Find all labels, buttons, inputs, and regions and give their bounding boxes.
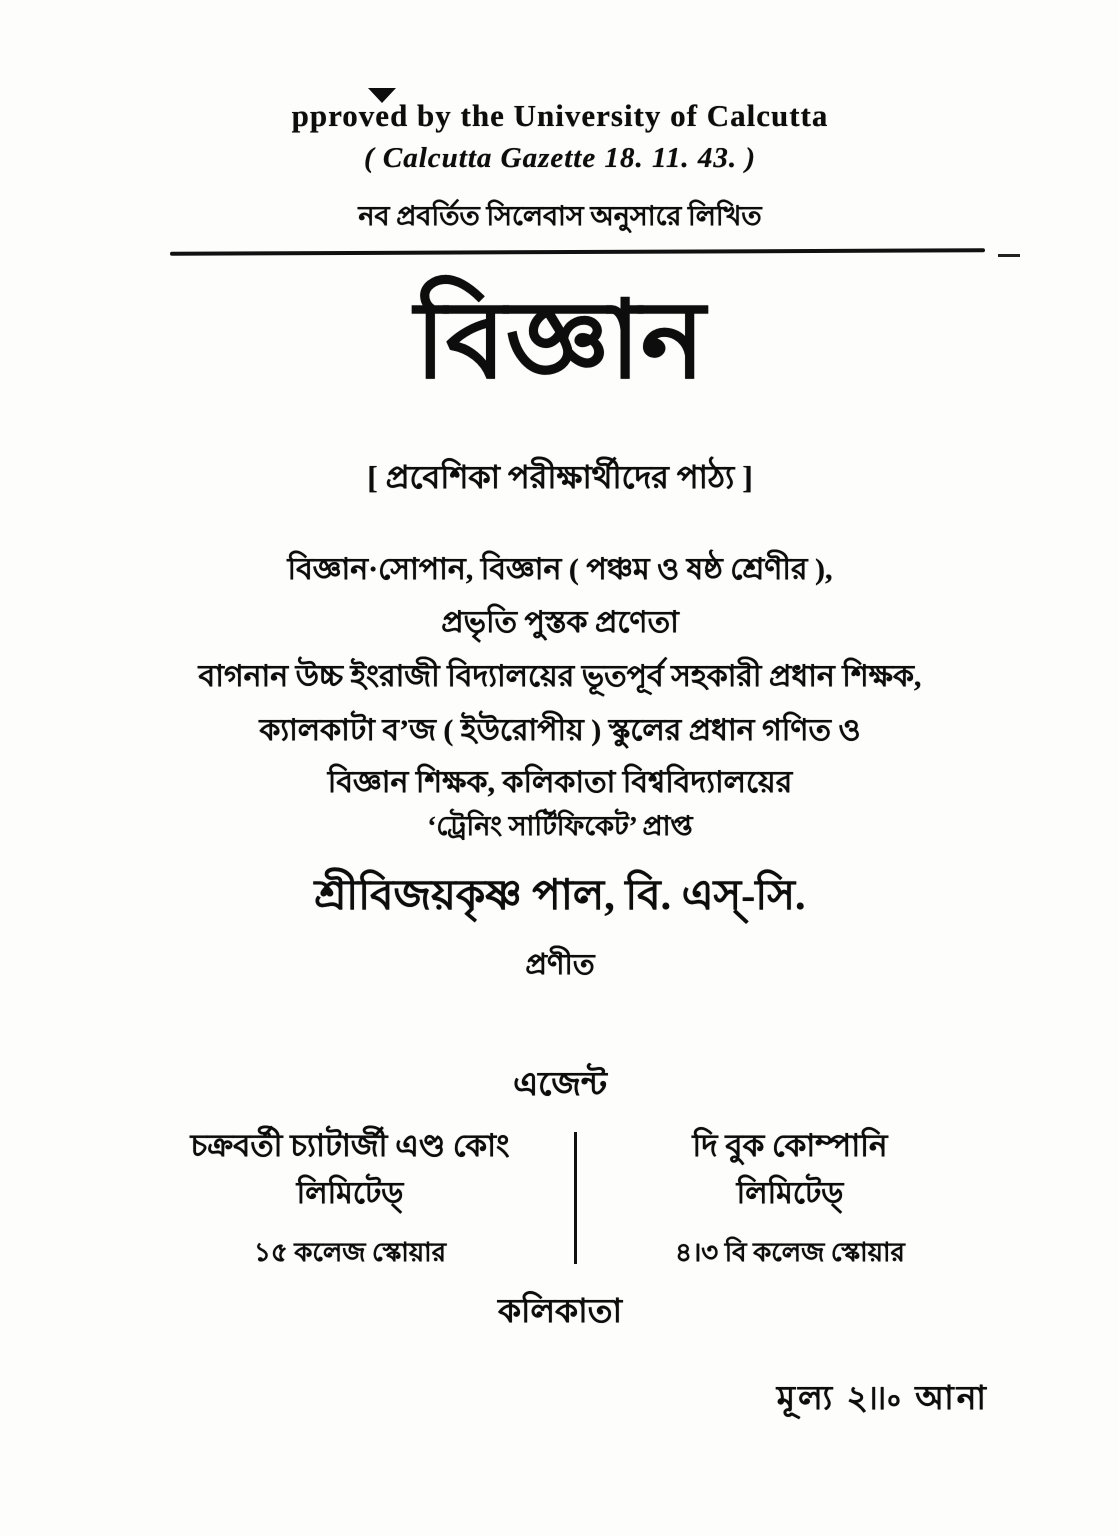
agents-columns [130, 1122, 1010, 1276]
book-title: বিজ্ঞান [414, 282, 706, 401]
authored-by-label: প্রণীত [525, 949, 595, 981]
author-credential-line: ক্যালকাটা ব’জ ( ইউরোপীয় ) স্কুলের প্রধান গণিত ও [259, 714, 861, 747]
author-credential-line: বিজ্ঞান·সোপান, বিজ্ঞান ( পঞ্চম ও ষষ্ঠ শ্রেণীর ), [287, 553, 833, 586]
agent-limited-label: লিমিটেড্ [736, 1177, 844, 1211]
agent-address: ১৫ কলেজ স্কোয়ার [254, 1238, 446, 1268]
author-credential-line: ‘ট্রেনিং সার্টিফিকেট’ প্রাপ্ত [427, 811, 693, 841]
agent-limited-label: লিমিটেড্ [296, 1177, 404, 1211]
book-subtitle: [ প্রবেশিকা পরীক্ষার্থীদের পাঠ্য ] [367, 459, 753, 495]
agent-name: চক্রবর্তী চ্যাটার্জী এণ্ড কোং [190, 1128, 510, 1163]
column-divider-line [574, 1132, 577, 1264]
author-credential-line: বাগনান উচ্চ ইংরাজী বিদ্যালয়ের ভূতপূর্ব সহকারী প্রধান শিক্ষক, [198, 660, 922, 693]
horizontal-rule [170, 248, 985, 256]
horizontal-rule-dash [998, 254, 1020, 257]
approval-line-english: pproved by the University of Calcutta [291, 98, 829, 133]
price-line: মূল্য ২৷৷৹ আনা [776, 1381, 989, 1417]
city-label: কলিকাতা [497, 1294, 623, 1330]
agent-right-column [570, 1122, 1010, 1276]
syllabus-note-bengali: নব প্রবর্তিত সিলেবাস অনুসারে লিখিত [358, 201, 762, 231]
agent-left-column [130, 1122, 570, 1276]
agent-section-heading: এজেন্ট [513, 1067, 607, 1103]
gazette-reference-line: ( Calcutta Gazette 18. 11. 43. ) [363, 142, 757, 174]
agent-address: ৪।৩ বি কলেজ স্কোয়ার [675, 1238, 905, 1268]
agent-name: দি বুক কোম্পানি [692, 1128, 888, 1163]
author-credential-line: বিজ্ঞান শিক্ষক, কলিকাতা বিশ্ববিদ্যালয়ের [327, 766, 793, 799]
author-credential-line: প্রভৃতি পুস্তক প্রণেতা [441, 606, 679, 639]
author-name: শ্রীবিজয়কৃষ্ণ পাল, বি. এস্-সি. [314, 873, 806, 919]
